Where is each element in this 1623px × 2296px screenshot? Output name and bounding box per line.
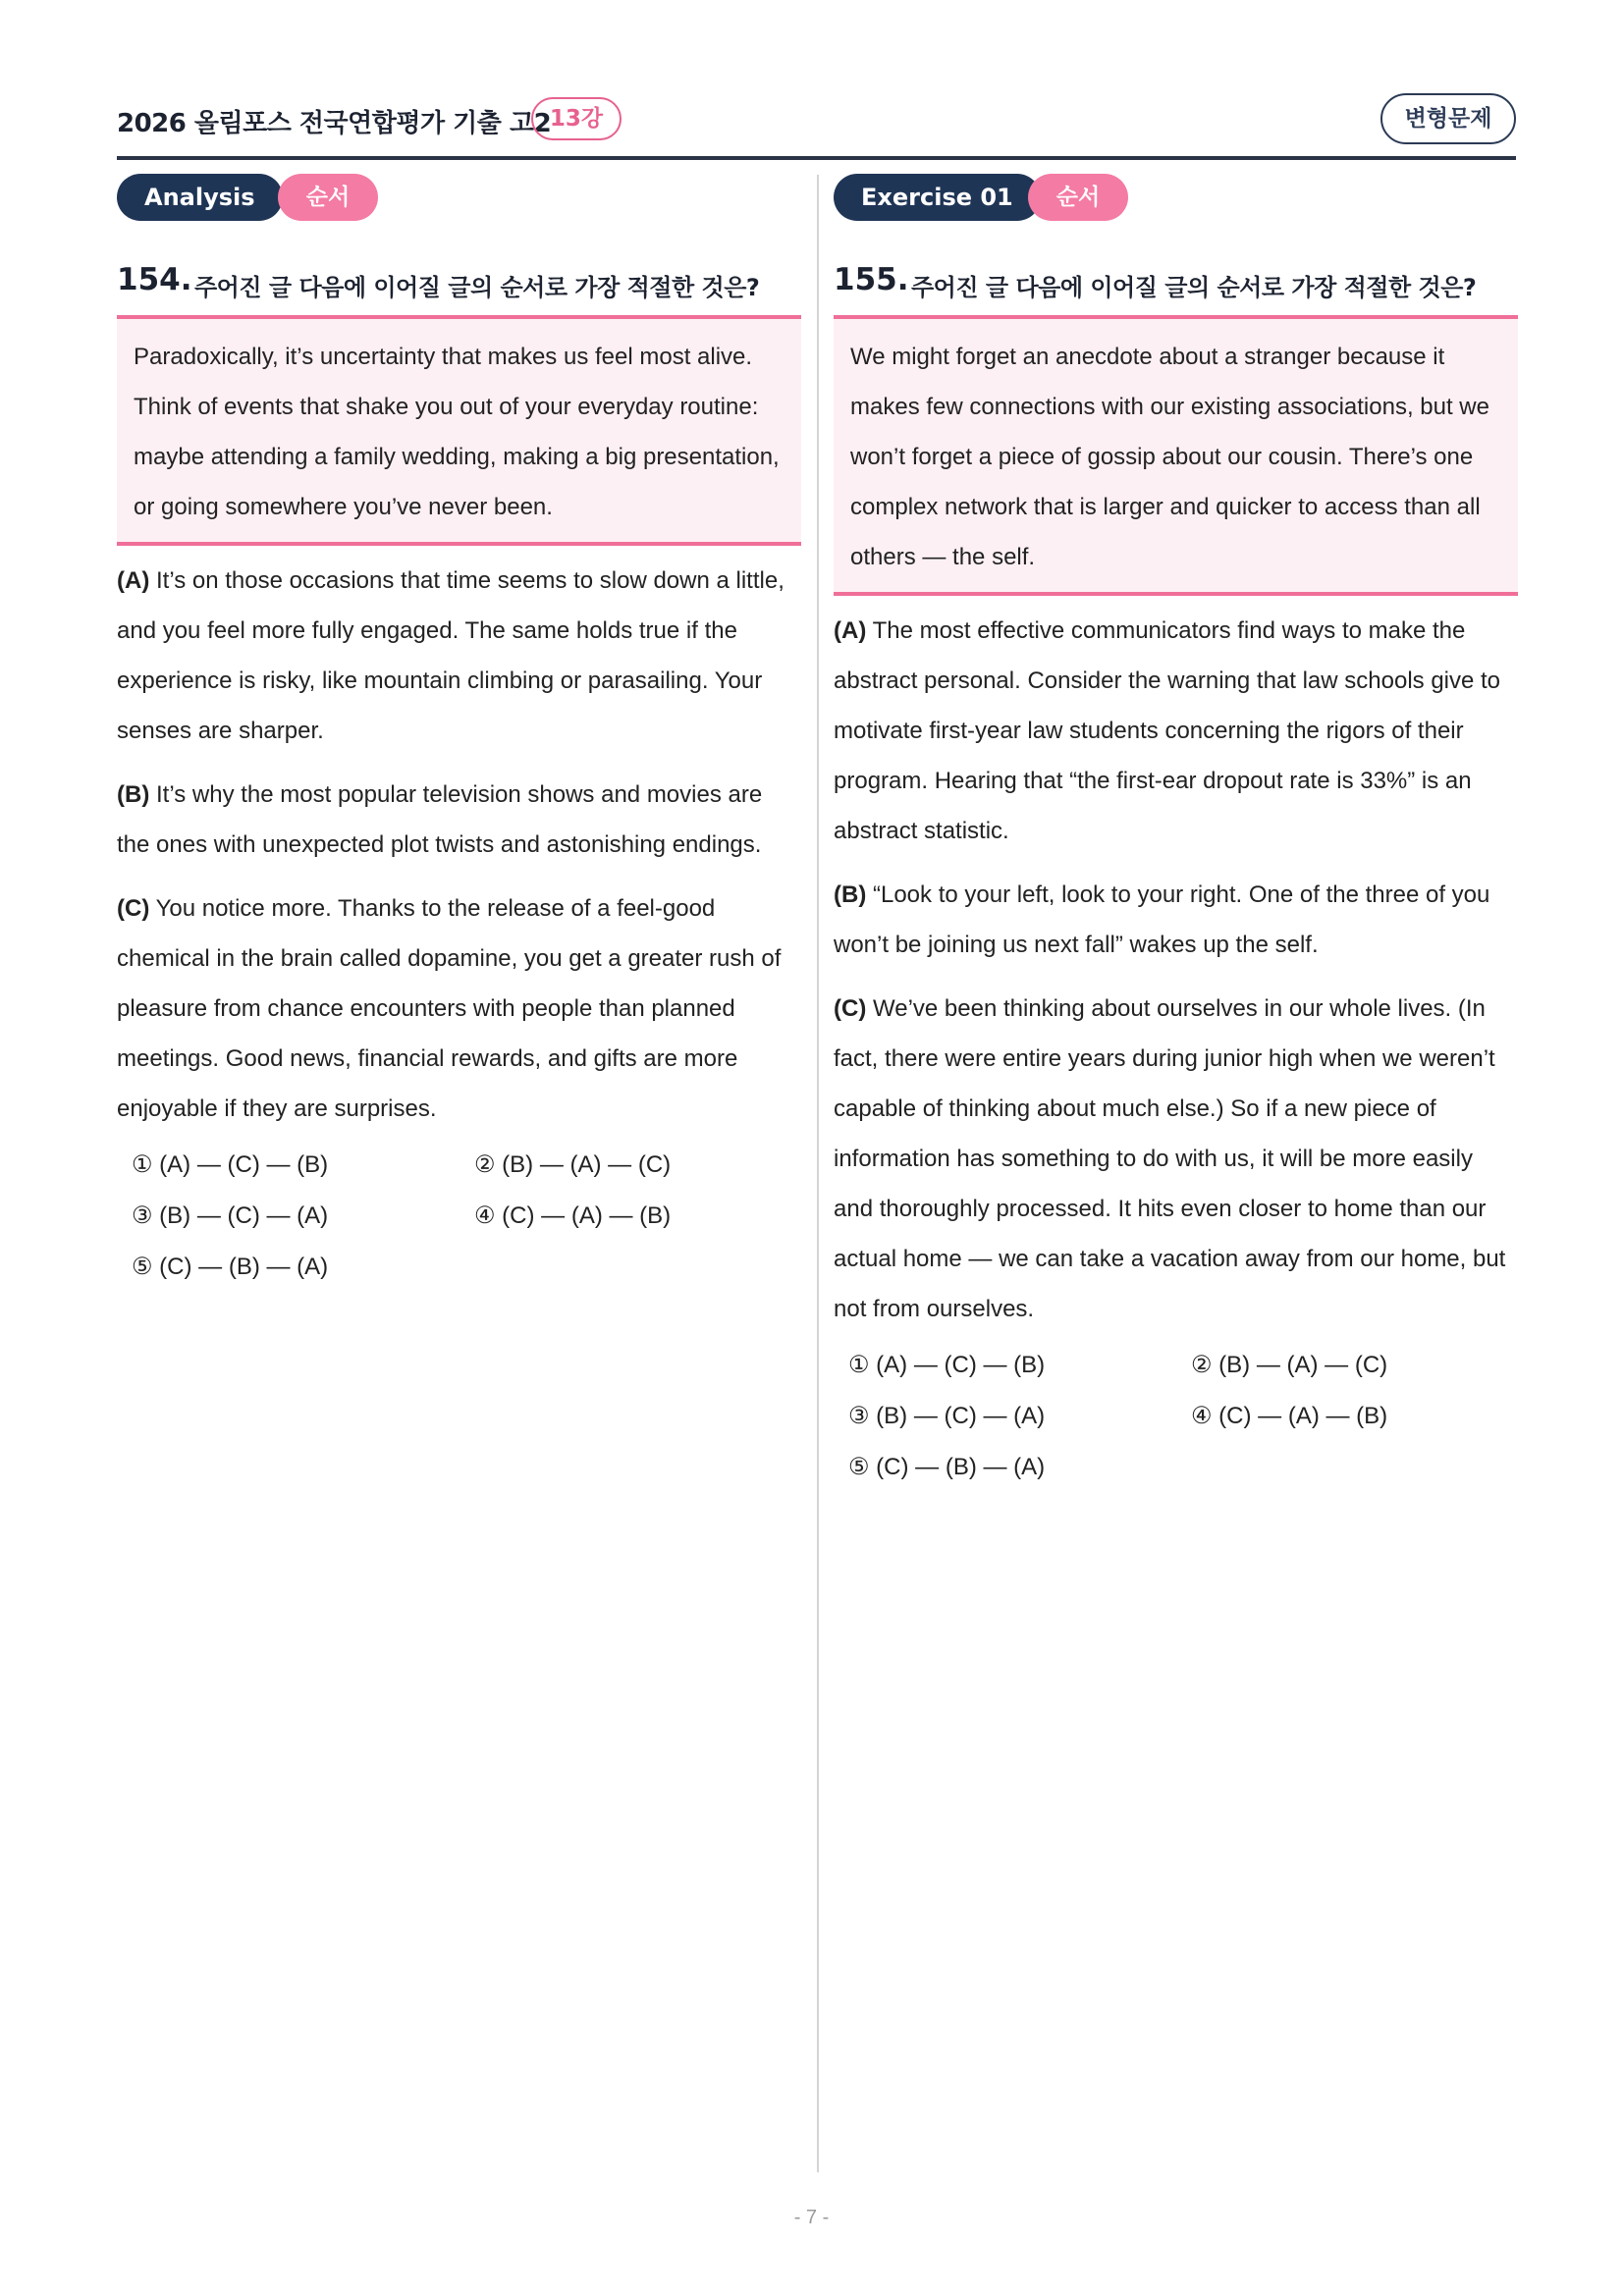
paragraph-text: It’s on those occasions that time seems to slow down a little, and you feel more fully engaged. The same holds true if the experience is risky, like mountain climbing or parasailing. Your senses are sharper. (117, 567, 784, 744)
paragraph-label: (C) (834, 995, 867, 1022)
paragraph-text: “Look to your left, look to your right. One of the three of you won’t be joining us next fall” wakes up the self. (834, 881, 1490, 958)
right-column (834, 174, 1518, 1504)
answer-choices (117, 1150, 801, 1304)
question-number: 155. (834, 262, 909, 297)
choice-5[interactable]: ⑤ (C) — (B) — (A) (132, 1254, 329, 1280)
paragraph-label: (B) (834, 881, 867, 908)
choice-2[interactable]: ② (B) — (A) — (C) (474, 1151, 672, 1178)
question-heading (117, 262, 801, 305)
page-number: - 7 - (793, 2207, 830, 2228)
paragraph-text: The most effective communicators find ways to make the abstract personal. Consider the warning that law schools give to motivate first-year law students concerning the rigors of their program. Hearing that “the first-ear dropout rate is 33%” is an abstract statistic. (834, 617, 1501, 844)
header-title: 2026 올림포스 전국연합평가 기출 고2 (117, 109, 552, 138)
paragraph-label: (C) (117, 895, 150, 922)
paragraph-text: We’ve been thinking about ourselves in our whole lives. (In fact, there were entire years during junior high when we weren’t capable of thinking about much else.) So if a new piece of information has something to do with us, it will be more easily and thoroughly processed. It hits even closer to home than our actual home — we can take a vacation away from our home, but not from ourselves. (834, 995, 1506, 1322)
given-passage: Paradoxically, it’s uncertainty that makes us feel most alive. Think of events that shake you out of your everyday routine: maybe attending a family wedding, making a big presentation, or going somewhere you’ve never been. (117, 315, 801, 546)
right-tags (834, 174, 1518, 223)
choice-2[interactable]: ② (B) — (A) — (C) (1191, 1352, 1388, 1378)
choice-3[interactable]: ③ (B) — (C) — (A) (132, 1202, 329, 1229)
choice-5[interactable]: ⑤ (C) — (B) — (A) (848, 1454, 1046, 1480)
choice-3[interactable]: ③ (B) — (C) — (A) (848, 1403, 1046, 1429)
paragraph-text: You notice more. Thanks to the release of a feel-good chemical in the brain called dopamine, you get a greater rush of pleasure from chance encounters with people than planned meetings. Good news, financial rewards, and gifts are more enjoyable if they are surprises. (117, 895, 782, 1122)
paragraph-b (117, 770, 801, 870)
choice-1[interactable]: ① (A) — (C) — (B) (132, 1151, 329, 1178)
paragraph-label: (A) (117, 567, 150, 594)
choice-4[interactable]: ④ (C) — (A) — (B) (474, 1202, 672, 1229)
order-tag: 순서 (1028, 174, 1128, 221)
choice-row (848, 1453, 1518, 1504)
type-badge: 변형문제 (1380, 93, 1516, 144)
left-tags (117, 174, 801, 223)
paragraph-a (117, 556, 801, 756)
paragraph-b (834, 870, 1518, 970)
choice-row (132, 1150, 801, 1201)
paragraph-label: (A) (834, 617, 867, 644)
page-header (117, 95, 1516, 160)
left-column (117, 174, 801, 1304)
choice-4[interactable]: ④ (C) — (A) — (B) (1191, 1403, 1388, 1429)
paragraph-text: It’s why the most popular television shows and movies are the ones with unexpected plot twists and astonishing endings. (117, 781, 763, 858)
question-text: 주어진 글 다음에 이어질 글의 순서로 가장 적절한 것은? (194, 274, 760, 301)
given-passage: We might forget an anecdote about a stranger because it makes few connections with our existing associations, but we won’t forget a piece of gossip about our cousin. There’s one complex network that is larger and quicker to access than all others — the self. (834, 315, 1518, 596)
column-divider (817, 175, 819, 2172)
choice-1[interactable]: ① (A) — (C) — (B) (848, 1352, 1046, 1378)
answer-choices (834, 1351, 1518, 1504)
lesson-badge: 13강 (531, 97, 622, 140)
question-number: 154. (117, 262, 192, 297)
question-text: 주어진 글 다음에 이어질 글의 순서로 가장 적절한 것은? (911, 274, 1477, 301)
paragraph-c (834, 984, 1518, 1334)
choice-row (132, 1253, 801, 1304)
order-tag: 순서 (278, 174, 378, 221)
paragraph-label: (B) (117, 781, 150, 808)
analysis-tag: Analysis (117, 174, 283, 221)
question-heading (834, 262, 1518, 305)
exercise-tag: Exercise 01 (834, 174, 1041, 221)
choice-row (848, 1402, 1518, 1453)
choice-row (132, 1201, 801, 1253)
paragraph-a (834, 606, 1518, 856)
paragraph-c (117, 883, 801, 1134)
choice-row (848, 1351, 1518, 1402)
